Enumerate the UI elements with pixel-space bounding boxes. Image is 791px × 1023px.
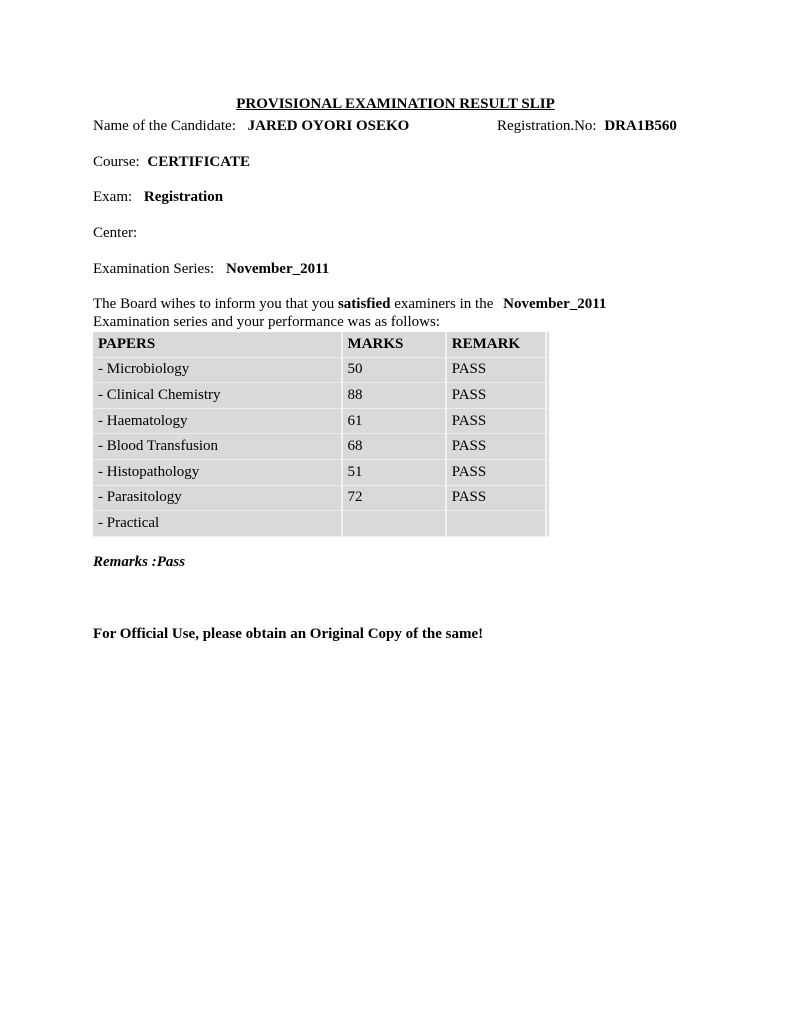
table-row <box>93 459 549 485</box>
marks-cell <box>342 511 446 537</box>
remarks-text: Remarks :Pass <box>93 554 186 570</box>
marks-cell: 50 <box>342 357 446 383</box>
marks-cell: 61 <box>342 408 446 434</box>
spacer-cell <box>546 383 549 409</box>
registration-line <box>497 118 677 135</box>
paper-cell: - Clinical Chemistry <box>93 383 342 409</box>
candidate-name: JARED OYORI OSEKO <box>247 118 410 134</box>
remark-cell: PASS <box>446 485 546 511</box>
table-row <box>93 357 549 383</box>
marks-cell: 68 <box>342 434 446 460</box>
table-row <box>93 434 549 460</box>
remark-cell: PASS <box>446 434 546 460</box>
candidate-line <box>93 118 409 135</box>
marks-cell: 88 <box>342 383 446 409</box>
board-series: November_2011 <box>503 296 607 312</box>
spacer-cell <box>546 408 549 434</box>
paper-cell: - Haematology <box>93 408 342 434</box>
table-row <box>93 383 549 409</box>
table-header-row <box>93 332 549 357</box>
exam-label: Exam: <box>93 189 133 205</box>
paper-cell: - Parasitology <box>93 485 342 511</box>
remark-cell: PASS <box>446 383 546 409</box>
remark-cell: PASS <box>446 459 546 485</box>
series-label: Examination Series: <box>93 261 215 277</box>
spacer-cell <box>546 511 549 537</box>
board-text-2: examiners in the <box>390 296 498 312</box>
paper-cell: - Blood Transfusion <box>93 434 342 460</box>
remark-cell: PASS <box>446 408 546 434</box>
spacer-cell <box>546 434 549 460</box>
spacer-cell <box>546 357 549 383</box>
board-text-1: The Board wihes to inform you that you <box>93 296 338 312</box>
table-row <box>93 408 549 434</box>
board-text-line-1 <box>93 296 606 313</box>
spacer-cell <box>546 485 549 511</box>
remark-cell: PASS <box>446 357 546 383</box>
page-title: PROVISIONAL EXAMINATION RESULT SLIP <box>236 96 555 112</box>
marks-cell: 51 <box>342 459 446 485</box>
course-line <box>93 154 250 171</box>
header-papers: PAPERS <box>93 332 342 357</box>
header-marks: MARKS <box>342 332 446 357</box>
results-table <box>93 332 549 537</box>
marks-cell: 72 <box>342 485 446 511</box>
registration-number: DRA1B560 <box>604 118 677 134</box>
exam-line <box>93 189 223 206</box>
table-row <box>93 485 549 511</box>
board-text-bold: satisfied <box>337 296 391 312</box>
spacer-cell <box>546 459 549 485</box>
header-spacer <box>546 332 549 357</box>
paper-cell: - Practical <box>93 511 342 537</box>
registration-label: Registration.No: <box>497 118 597 134</box>
header-remark: REMARK <box>446 332 546 357</box>
series-value: November_2011 <box>225 261 330 277</box>
remark-cell <box>446 511 546 537</box>
series-line <box>93 261 329 278</box>
official-use-note: For Official Use, please obtain an Original Copy of the same! <box>93 626 484 642</box>
course-value: CERTIFICATE <box>147 154 250 170</box>
course-label: Course: <box>93 154 140 170</box>
board-text-line-2: Examination series and your performance was as follows: <box>93 314 440 330</box>
exam-value: Registration <box>143 189 224 205</box>
table-row <box>93 511 549 537</box>
paper-cell: - Microbiology <box>93 357 342 383</box>
paper-cell: - Histopathology <box>93 459 342 485</box>
candidate-label: Name of the Candidate: <box>93 118 236 134</box>
center-label: Center: <box>93 225 138 241</box>
center-line <box>93 225 137 242</box>
